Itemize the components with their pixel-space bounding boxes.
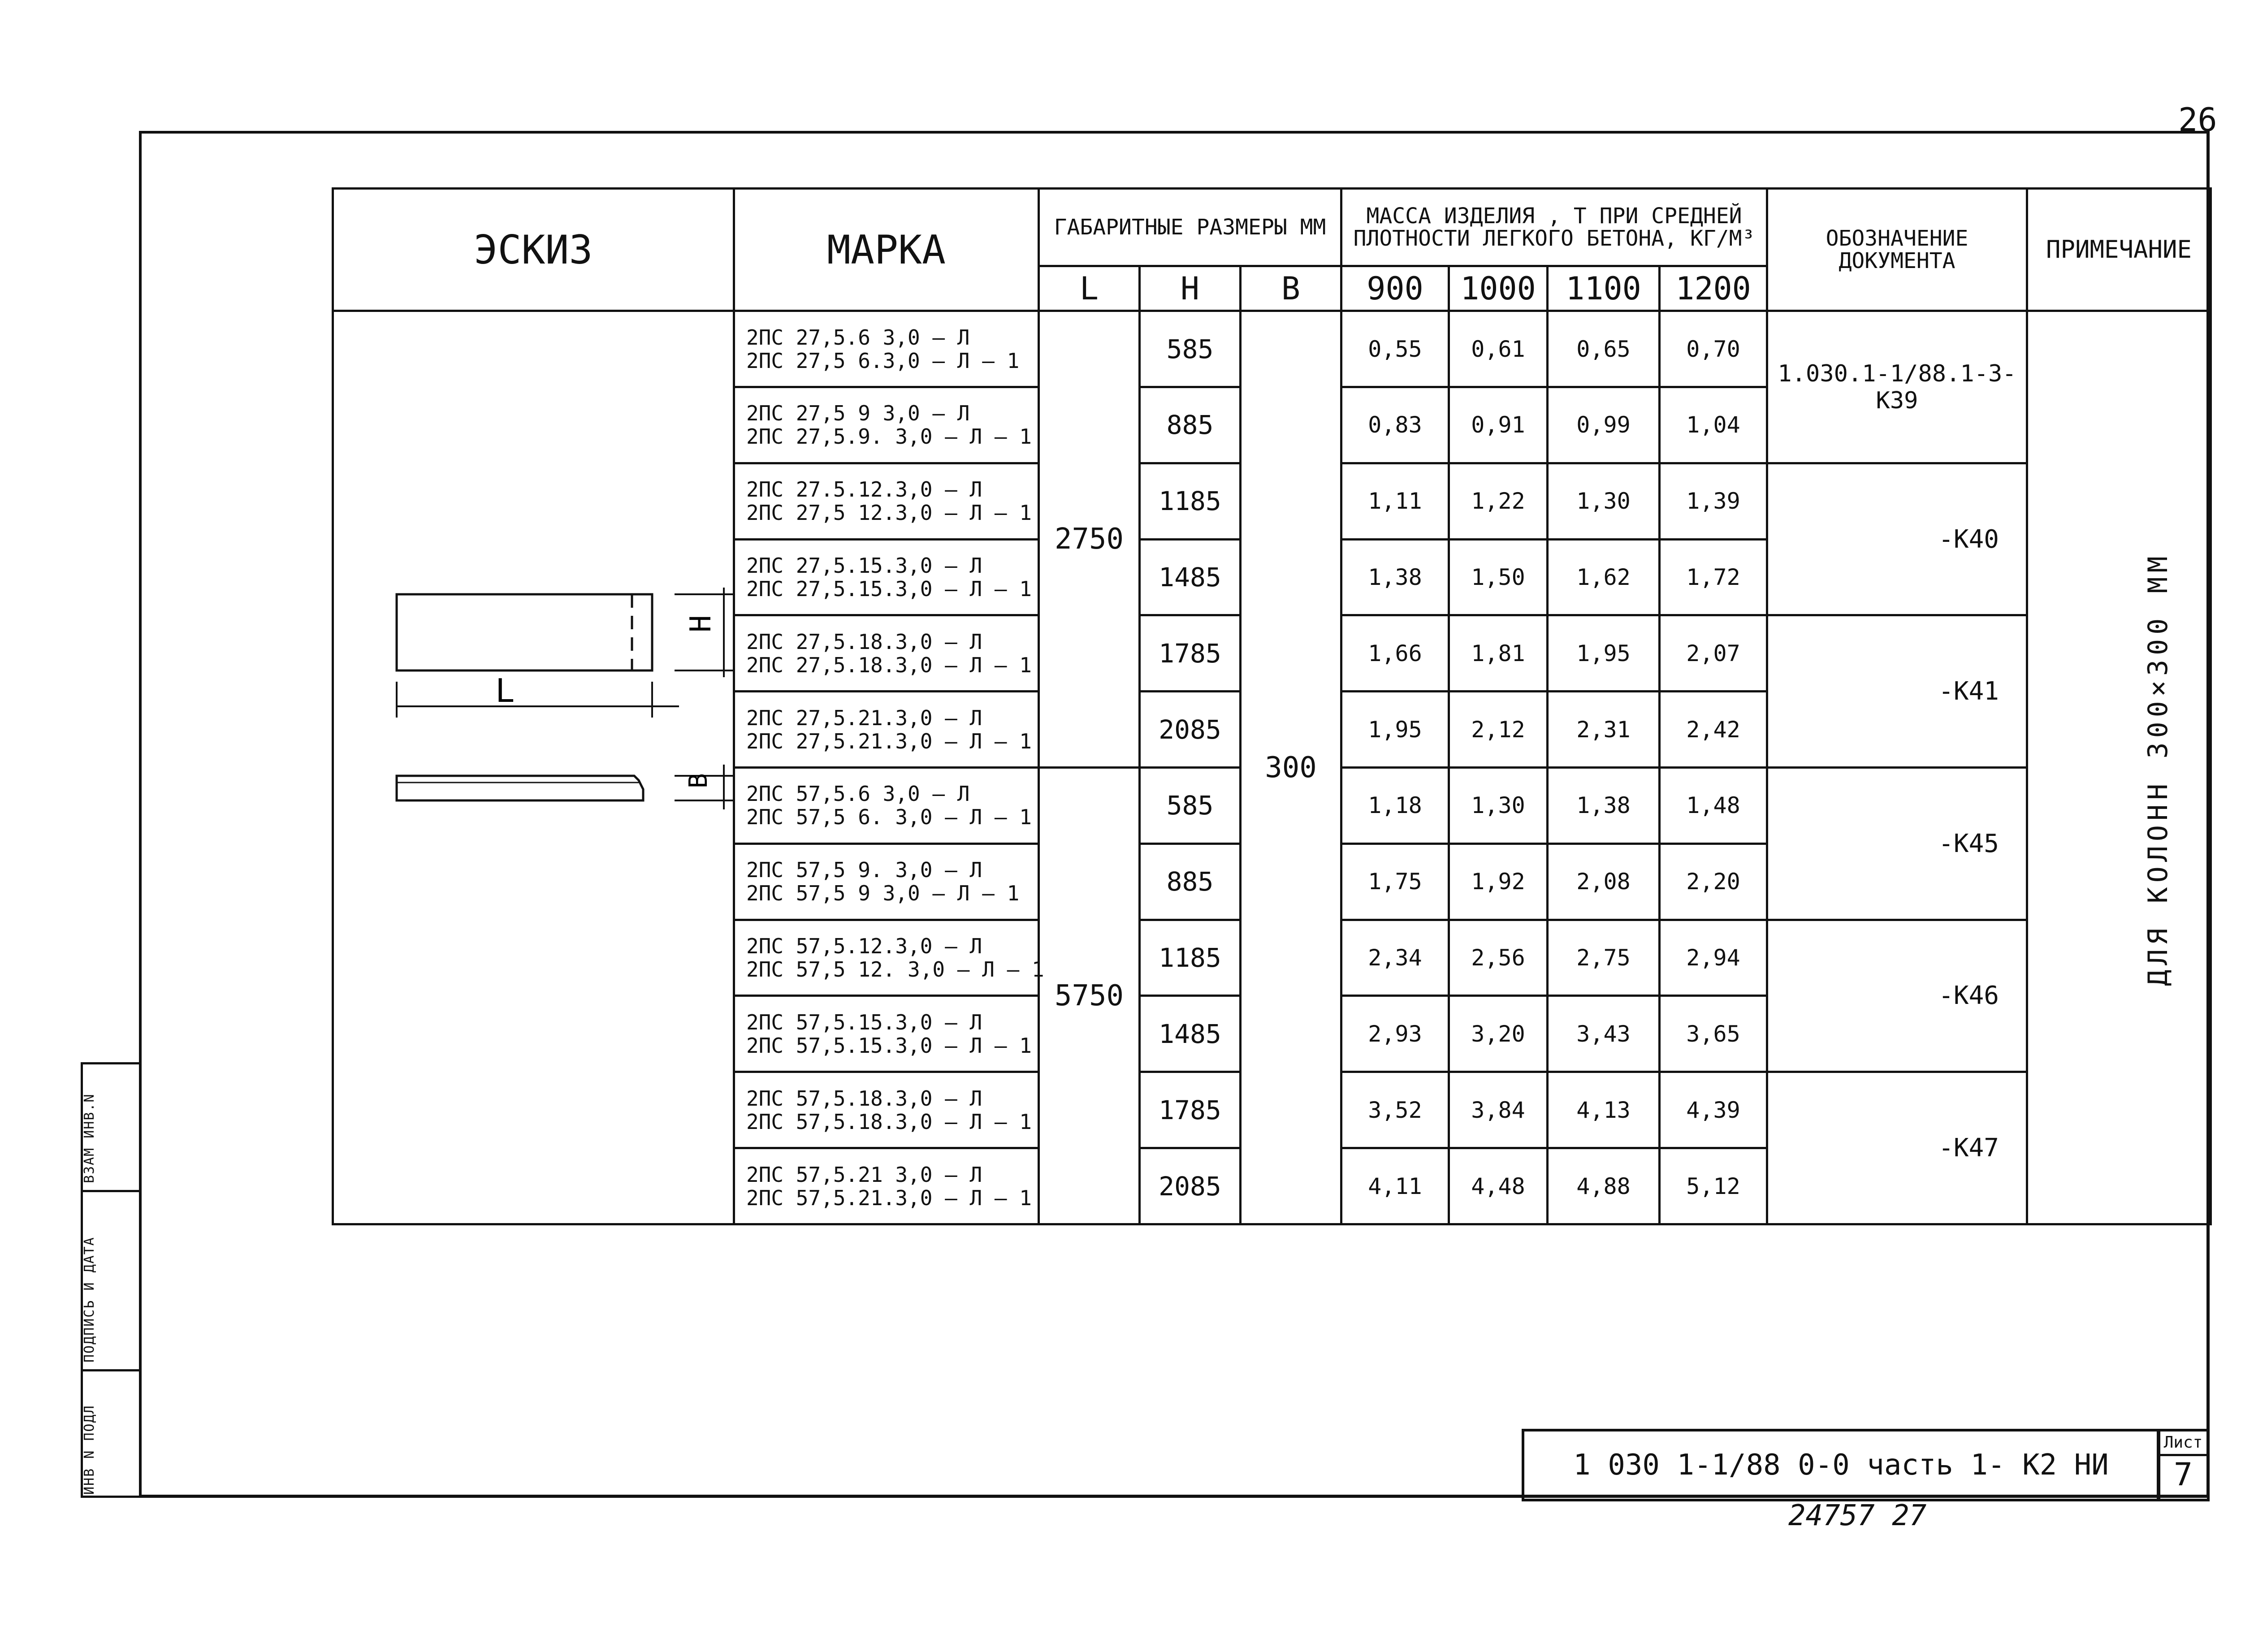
page-number: 26 (2178, 101, 2217, 138)
mass-1200-cell: 5,12 (1660, 1148, 1767, 1224)
h-cell: 1785 (1140, 615, 1241, 692)
mass-900-cell: 2,34 (1341, 920, 1449, 996)
b-value: 300 (1241, 311, 1341, 1224)
h-cell: 2085 (1140, 692, 1241, 768)
mass-1100-cell: 1,62 (1548, 539, 1660, 615)
side-stamp-sign: ПОДПИСЬ И ДАТА (82, 1237, 97, 1362)
header-density-900: 900 (1341, 266, 1449, 311)
header-mark: МАРКА (734, 189, 1039, 311)
sketch-label-b: B (684, 773, 713, 789)
sketch-cell (333, 311, 734, 1224)
mark-cell: 2ПС 57,5.12.3,0 — Л 2ПС 57,5 12. 3,0 — Л — 1 (734, 920, 1039, 996)
title-block-code: 1 030 1-1/88 0-0 часть 1- К2 НИ (1573, 1449, 2109, 1482)
header-dim-h: H (1140, 266, 1241, 311)
header-doc: ОБОЗНАЧЕНИЕ ДОКУМЕНТА (1767, 189, 2027, 311)
mass-1200-cell: 2,94 (1660, 920, 1767, 996)
sheet-number: 7 (2173, 1456, 2193, 1493)
mass-1100-cell: 2,08 (1548, 843, 1660, 920)
mass-1100-cell: 2,31 (1548, 692, 1660, 768)
doc-k40: -К40 (1767, 463, 2027, 615)
mass-900-cell: 1,75 (1341, 843, 1449, 920)
header-dims: ГАБАРИТНЫЕ РАЗМЕРЫ ММ (1039, 189, 1341, 266)
header-note: ПРИМЕЧАНИЕ (2027, 189, 2211, 311)
title-block (1522, 1429, 2160, 1501)
mass-900-cell: 1,38 (1341, 539, 1449, 615)
mass-900-cell: 2,93 (1341, 996, 1449, 1072)
mass-1200-cell: 1,04 (1660, 387, 1767, 463)
mark-cell: 2ПС 57,5.18.3,0 — Л 2ПС 57,5.18.3,0 — Л — 1 (734, 1072, 1039, 1148)
mark-cell: 2ПС 27,5.15.3,0 — Л 2ПС 27,5.15.3,0 — Л — 1 (734, 539, 1039, 615)
header-sketch: ЭСКИЗ (333, 189, 734, 311)
sketch-label-h: H (684, 615, 718, 633)
mass-1100-cell: 3,43 (1548, 996, 1660, 1072)
doc-k46: -К46 (1767, 920, 2027, 1072)
side-stamp-inv: ИНВ N ПОДЛ (82, 1405, 97, 1495)
h-cell: 1485 (1140, 539, 1241, 615)
h-cell: 585 (1140, 768, 1241, 844)
mark-cell: 2ПС 27,5.6 3,0 — Л 2ПС 27,5 6.3,0 — Л — 1 (734, 311, 1039, 387)
doc-k39: 1.030.1-1/88.1-3-К39 (1767, 311, 2027, 463)
h-cell: 1785 (1140, 1072, 1241, 1148)
sketch-label-l: L (495, 672, 515, 710)
mass-1000-cell: 0,61 (1449, 311, 1548, 387)
mass-900-cell: 1,11 (1341, 463, 1449, 539)
doc-k47: -К47 (1767, 1072, 2027, 1224)
header-dim-l: L (1039, 266, 1140, 311)
l-value-group2: 5750 (1039, 768, 1140, 1224)
mass-1000-cell: 4,48 (1449, 1148, 1548, 1224)
side-stamp-vzam: ВЗАМ ИНВ.N (82, 1093, 97, 1183)
mass-1200-cell: 4,39 (1660, 1072, 1767, 1148)
mass-900-cell: 1,95 (1341, 692, 1449, 768)
mass-900-cell: 0,55 (1341, 311, 1449, 387)
h-cell: 1185 (1140, 920, 1241, 996)
l-value-group1: 2750 (1039, 311, 1140, 768)
h-cell: 885 (1140, 843, 1241, 920)
doc-k41: -К41 (1767, 615, 2027, 768)
mass-1100-cell: 1,38 (1548, 768, 1660, 844)
mass-1200-cell: 1,48 (1660, 768, 1767, 844)
mass-1100-cell: 1,95 (1548, 615, 1660, 692)
sheet-label: Лист (2159, 1431, 2207, 1456)
mark-cell: 2ПС 27,5 9 3,0 — Л 2ПС 27,5.9. 3,0 — Л — 1 (734, 387, 1039, 463)
mass-1000-cell: 2,56 (1449, 920, 1548, 996)
mass-1100-cell: 1,30 (1548, 463, 1660, 539)
mass-1200-cell: 1,39 (1660, 463, 1767, 539)
mass-900-cell: 3,52 (1341, 1072, 1449, 1148)
mass-900-cell: 4,11 (1341, 1148, 1449, 1224)
mass-1200-cell: 0,70 (1660, 311, 1767, 387)
mass-1000-cell: 1,81 (1449, 615, 1548, 692)
mass-1000-cell: 2,12 (1449, 692, 1548, 768)
mark-cell: 2ПС 57,5 9. 3,0 — Л 2ПС 57,5 9 3,0 — Л — 1 (734, 843, 1039, 920)
h-cell: 885 (1140, 387, 1241, 463)
mass-1200-cell: 2,07 (1660, 615, 1767, 692)
header-mass: МАССА ИЗДЕЛИЯ , Т ПРИ СРЕДНЕЙ ПЛОТНОСТИ ЛЕГКОГО БЕТОНА, КГ/М³ (1341, 189, 1767, 266)
mass-1200-cell: 2,42 (1660, 692, 1767, 768)
mass-1100-cell: 2,75 (1548, 920, 1660, 996)
mark-cell: 2ПС 27,5.18.3,0 — Л 2ПС 27,5.18.3,0 — Л — 1 (734, 615, 1039, 692)
mass-900-cell: 0,83 (1341, 387, 1449, 463)
mass-1100-cell: 0,99 (1548, 387, 1660, 463)
h-cell: 2085 (1140, 1148, 1241, 1224)
mark-cell: 2ПС 27,5.21.3,0 — Л 2ПС 27,5.21.3,0 — Л — 1 (734, 692, 1039, 768)
mass-900-cell: 1,18 (1341, 768, 1449, 844)
mass-1000-cell: 3,20 (1449, 996, 1548, 1072)
mark-cell: 2ПС 57,5.15.3,0 — Л 2ПС 57,5.15.3,0 — Л — 1 (734, 996, 1039, 1072)
mass-1200-cell: 1,72 (1660, 539, 1767, 615)
h-cell: 1485 (1140, 996, 1241, 1072)
header-density-1200: 1200 (1660, 266, 1767, 311)
mass-1100-cell: 4,88 (1548, 1148, 1660, 1224)
note-cell (2027, 311, 2211, 1224)
mass-1000-cell: 3,84 (1449, 1072, 1548, 1148)
mass-1000-cell: 0,91 (1449, 387, 1548, 463)
header-density-1100: 1100 (1548, 266, 1660, 311)
mass-1000-cell: 1,30 (1449, 768, 1548, 844)
mass-1100-cell: 4,13 (1548, 1072, 1660, 1148)
header-density-1000: 1000 (1449, 266, 1548, 311)
sketch-drawing (334, 312, 735, 1222)
h-cell: 585 (1140, 311, 1241, 387)
mass-1000-cell: 1,22 (1449, 463, 1548, 539)
specification-table (332, 187, 2212, 1225)
mass-1000-cell: 1,50 (1449, 539, 1548, 615)
mass-1200-cell: 3,65 (1660, 996, 1767, 1072)
mark-cell: 2ПС 57,5.21 3,0 — Л 2ПС 57,5.21.3,0 — Л — 1 (734, 1148, 1039, 1224)
header-dim-b: B (1241, 266, 1341, 311)
mass-1100-cell: 0,65 (1548, 311, 1660, 387)
mark-cell: 2ПС 27.5.12.3,0 — Л 2ПС 27,5 12.3,0 — Л — 1 (734, 463, 1039, 539)
note-text: ДЛЯ КОЛОНН 300×300 ММ (2142, 552, 2174, 986)
mass-1200-cell: 2,20 (1660, 843, 1767, 920)
mass-900-cell: 1,66 (1341, 615, 1449, 692)
h-cell: 1185 (1140, 463, 1241, 539)
bottom-number: 24757 27 (1788, 1499, 1927, 1532)
sheet-box (2157, 1429, 2210, 1501)
doc-k45: -К45 (1767, 768, 2027, 920)
mass-1000-cell: 1,92 (1449, 843, 1548, 920)
mark-cell: 2ПС 57,5.6 3,0 — Л 2ПС 57,5 6. 3,0 — Л — 1 (734, 768, 1039, 844)
